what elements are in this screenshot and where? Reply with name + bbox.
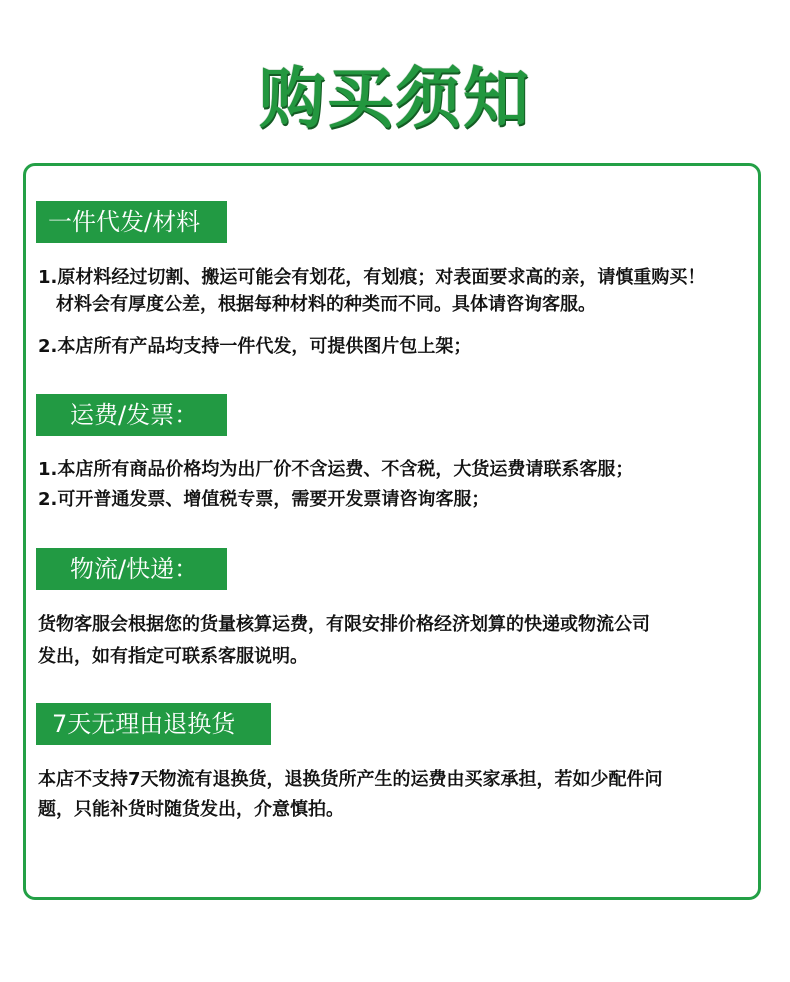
returns-line-2: 题，只能补货时随货发出，介意慎拍。 <box>38 799 344 820</box>
material-line-1: 1.原材料经过切割、搬运可能会有划花，有划痕；对表面要求高的亲，请慎重购买！ <box>38 267 706 288</box>
section-tag-logistics: 物流/快递： <box>36 548 227 590</box>
logistics-line-1: 货物客服会根据您的货量核算运费，有限安排价格经济划算的快递或物流公司 <box>38 614 650 635</box>
shipping-line-1: 1.本店所有商品价格均为出厂价不含运费、不含税，大货运费请联系客服； <box>38 459 634 480</box>
section-tag-shipping-invoice: 运费/发票： <box>36 394 227 436</box>
material-line-2: 材料会有厚度公差，根据每种材料的种类而不同。具体请咨询客服。 <box>56 294 596 315</box>
section-tag-material: 一件代发/材料 <box>36 201 227 243</box>
returns-line-1: 本店不支持7天物流有退换货，退换货所产生的运费由买家承担，若如少配件问 <box>38 769 663 790</box>
page-title: 购买须知 <box>259 59 531 137</box>
material-line-3: 2.本店所有产品均支持一件代发，可提供图片包上架； <box>38 336 472 357</box>
logistics-line-2: 发出，如有指定可联系客服说明。 <box>38 646 308 667</box>
section-tag-returns: 7天无理由退换货 <box>36 703 271 745</box>
shipping-line-2: 2.可开普通发票、增值税专票，需要开发票请咨询客服； <box>38 489 490 510</box>
